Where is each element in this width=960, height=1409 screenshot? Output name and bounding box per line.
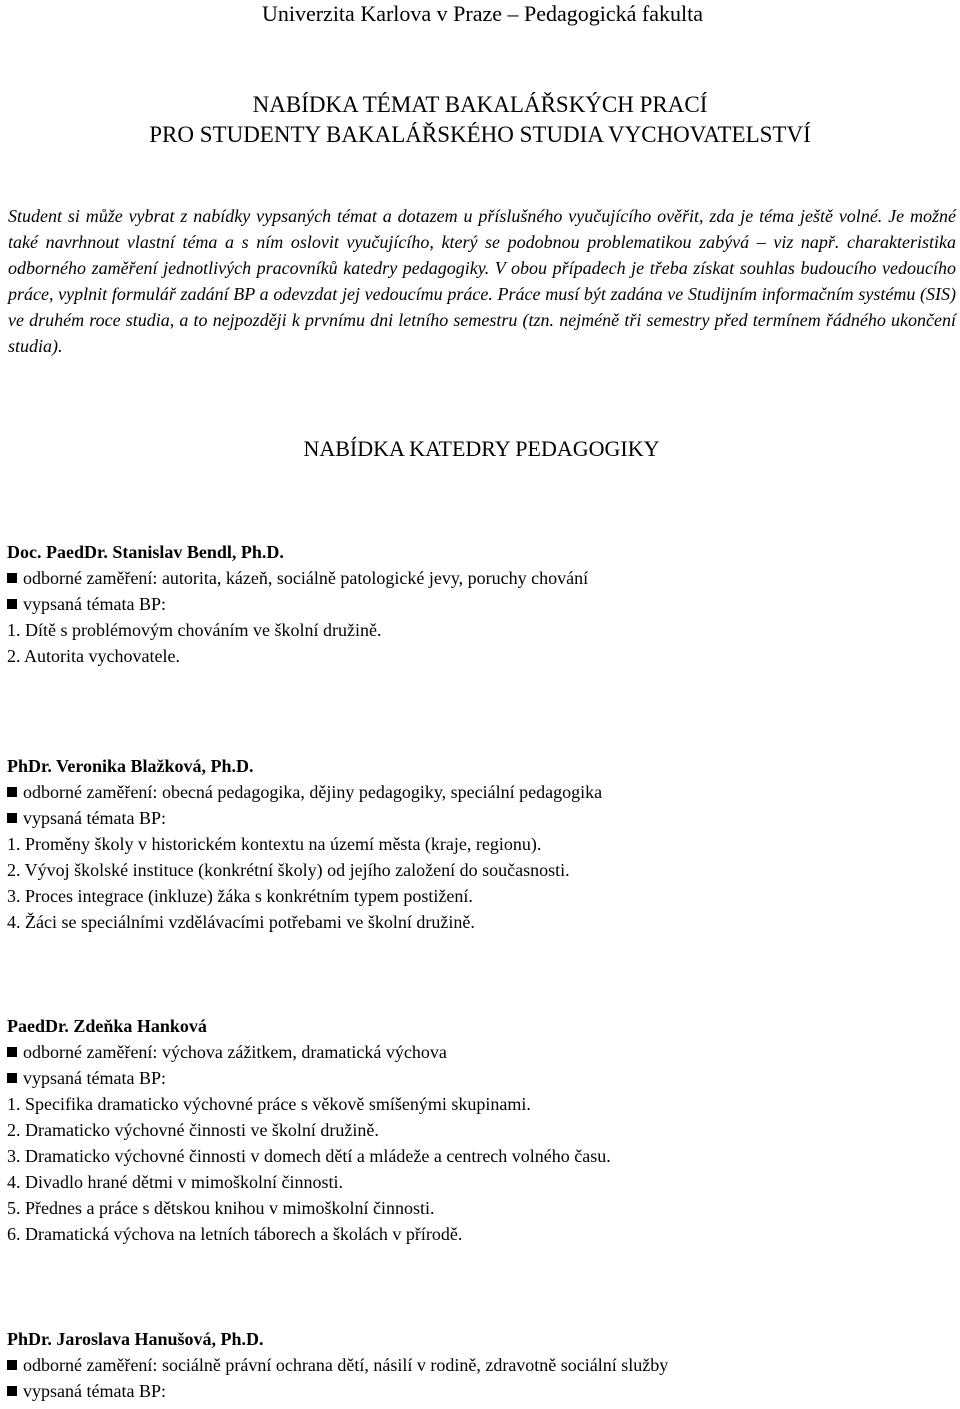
bullet-icon [7, 813, 17, 823]
topic-item: 1. Specifika dramaticko výchovné práce s věkově smíšenými skupinami. [7, 1094, 531, 1114]
focus-line [7, 779, 947, 805]
focus-text: odborné zaměření: sociálně právní ochrana dětí, násilí v rodině, zdravotně sociální služby [23, 1355, 669, 1375]
focus-line [7, 565, 947, 591]
person-section [7, 1013, 947, 1247]
topics-label: vypsaná témata BP: [23, 1381, 166, 1401]
person-section [7, 539, 947, 669]
focus-line [7, 1352, 947, 1378]
focus-line [7, 1039, 947, 1065]
topic-item: 3. Dramaticko výchovné činnosti v domech dětí a mládeže a centrech volného času. [7, 1146, 611, 1166]
person-name: PhDr. Veronika Blažková, Ph.D. [7, 756, 254, 776]
bullet-icon [7, 1386, 17, 1396]
document-title [0, 90, 960, 150]
person-section [7, 753, 947, 935]
topic-item: 3. Proces integrace (inkluze) žáka s konkrétním typem postižení. [7, 886, 473, 906]
bullet-icon [7, 599, 17, 609]
department-heading: NABÍDKA KATEDRY PEDAGOGIKY [303, 436, 660, 461]
topics-label: vypsaná témata BP: [23, 808, 166, 828]
topic-item: 2. Autorita vychovatele. [7, 646, 180, 666]
intro-paragraph: Student si může vybrat z nabídky vypsaných témat a dotazem u příslušného vyučujícího ověřit, zda je téma ještě volné. Je možné také navrhnout vlastní téma a s ním oslovit vyučujícího, který se podobnou problematikou zabývá – viz např. charakteristika odborného zaměření jednotlivých pracovníků katedry pedagogiky. V obou případech je třeba získat souhlas budoucího vedoucího práce, vyplnit formulář zadání BP a odevzdat jej vedoucímu práce. Práce musí být zadána ve Studijním informačním systému (SIS) ve druhém roce studia, a to nejpozději k prvnímu dni letního semestru (tzn. nejméně tři semestry před termínem řádného ukončení studia). [8, 206, 956, 356]
topic-item: 1. Dítě s problémovým chováním ve školní družině. [7, 620, 382, 640]
person-name: PhDr. Jaroslava Hanušová, Ph.D. [7, 1329, 264, 1349]
topic-item: 2. Dramaticko výchovné činnosti ve školní družině. [7, 1120, 379, 1140]
focus-text: odborné zaměření: autorita, kázeň, sociálně patologické jevy, poruchy chování [23, 568, 589, 588]
bullet-icon [7, 787, 17, 797]
topics-label-line [7, 805, 947, 831]
topics-label-line [7, 1378, 947, 1404]
topic-item: 4. Divadlo hrané dětmi v mimoškolní činnosti. [7, 1172, 343, 1192]
bullet-icon [7, 1047, 17, 1057]
topics-label: vypsaná témata BP: [23, 594, 166, 614]
person-name: PaedDr. Zdeňka Hanková [7, 1016, 207, 1036]
topics-label-line [7, 591, 947, 617]
topic-item: 2. Vývoj školské instituce (konkrétní školy) od jejího založení do současnosti. [7, 860, 570, 880]
topics-label-line [7, 1065, 947, 1091]
topic-item: 5. Přednes a práce s dětskou knihou v mimoškolní činnosti. [7, 1198, 435, 1218]
focus-text: odborné zaměření: obecná pedagogika, dějiny pedagogiky, speciální pedagogika [23, 782, 603, 802]
topics-label: vypsaná témata BP: [23, 1068, 166, 1088]
bullet-icon [7, 1073, 17, 1083]
university-name: Univerzita Karlova v Praze – Pedagogická fakulta [261, 1, 704, 26]
topic-item: 1. Proměny školy v historickém kontextu na území města (kraje, regionu). [7, 834, 542, 854]
person-section [7, 1326, 947, 1404]
document-title-line-2: PRO STUDENTY BAKALÁŘSKÉHO STUDIA VYCHOVATELSTVÍ [149, 122, 811, 147]
document-title-line-1: NABÍDKA TÉMAT BAKALÁŘSKÝCH PRACÍ [252, 92, 708, 117]
topic-item: 4. Žáci se speciálními vzdělávacími potřebami ve školní družině. [7, 912, 475, 932]
topic-item: 6. Dramatická výchova na letních táborech a školách v přírodě. [7, 1224, 463, 1244]
focus-text: odborné zaměření: výchova zážitkem, dramatická výchova [23, 1042, 447, 1062]
bullet-icon [7, 573, 17, 583]
person-name: Doc. PaedDr. Stanislav Bendl, Ph.D. [7, 542, 284, 562]
bullet-icon [7, 1360, 17, 1370]
